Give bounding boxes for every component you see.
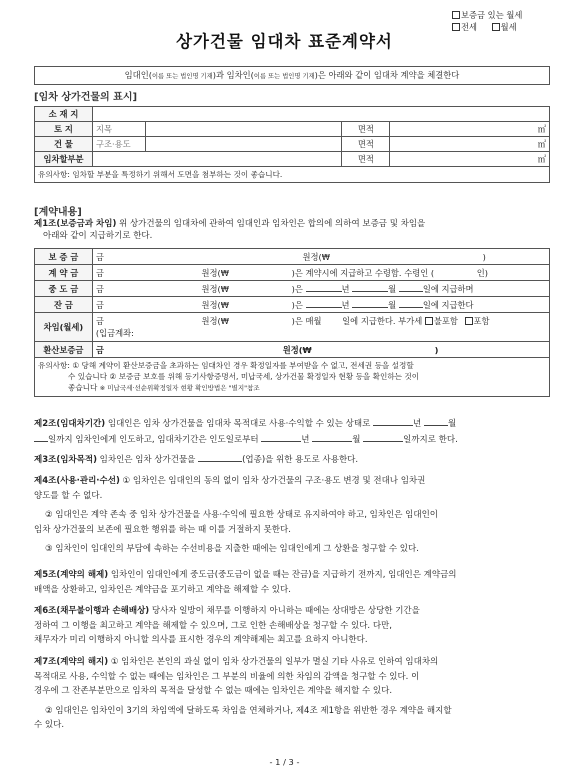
building-area-field[interactable]: ㎡	[390, 137, 550, 152]
building-label: 건 물	[35, 137, 93, 152]
address-label: 소 재 지	[35, 107, 93, 122]
option-monthly[interactable]: 월세	[492, 22, 517, 32]
page-title: 상가건물 임대차 표준계약서	[176, 32, 393, 51]
article-1: 제1조(보증금과 차임) 위 상가건물의 임대차에 관하여 임대인과 임차인은 합의에 의하여 보증금 및 차임을 아래와 같이 지급하기로 한다.	[34, 219, 426, 241]
terms-heading: [계약내용]	[34, 207, 82, 218]
article-6: 제6조(채무불이행과 손해배상) 당사자 일방이 채무를 이행하지 아니하는 때에는 상대방은 상당한 기간을 정하여 그 이행을 최고하고 계약을 해제할 수 있으며, 그로 인한 손해배상을 청구할 수 있다. 다만, 채무자가 미리 이행하지 아니할 의사를 표시한 경우의 계약해제는 최고를 요하지 아니한다.	[34, 606, 420, 646]
leased-area-field[interactable]: ㎡	[390, 152, 550, 167]
property-note: 유의사항: 임차할 부분을 특정하기 위해서 도면을 첨부하는 것이 좋습니다.	[35, 167, 550, 183]
land-area-field[interactable]: ㎡	[390, 122, 550, 137]
leased-area-label: 면적	[342, 152, 390, 167]
terms-note: 유의사항: ① 당해 계약이 환산보증금을 초과하는 임대차인 경우 확정일자를 부여받을 수 없고, 전세권 등을 설정할 수 있습니다 ② 보증금 보호를 위해 등기사항증명서, 미납국세, 상가건물 확정일자 현황 등을 확인하는 것이 좋습니다 ※ 미납국세·선순위확정일자 현황 확인방법은 "별지"참조	[35, 358, 550, 397]
payment-table	[34, 248, 550, 397]
land-label: 토 지	[35, 122, 93, 137]
balance-label: 잔 금	[35, 297, 93, 313]
row-building	[35, 137, 550, 152]
checkbox-icon[interactable]	[452, 11, 460, 19]
land-category-field[interactable]	[145, 122, 342, 137]
article-3: 제3조(임차목적) 임차인은 임차 상가건물을 (업종)을 위한 용도로 사용한다.	[34, 452, 548, 468]
row-down-payment	[35, 265, 550, 281]
option-jeonse[interactable]: 전세	[452, 22, 477, 32]
down-payment-label: 계 약 금	[35, 265, 93, 281]
row-deposit	[35, 249, 550, 265]
row-property-note	[35, 167, 550, 183]
page-number: - 1 / 3 -	[269, 757, 300, 767]
property-heading: [임차 상가건물의 표시]	[34, 92, 138, 103]
converted-deposit-field[interactable]: 금 원정(₩ )	[92, 342, 549, 358]
address-field[interactable]	[92, 107, 549, 122]
row-address	[35, 107, 550, 122]
balance-field[interactable]: 금 원정(₩ )은 년 월 일에 지급한다	[92, 297, 549, 313]
leased-part-label: 임차할부분	[35, 152, 93, 167]
middle-payment-field[interactable]: 금 원정(₩ )은 년 월 일에 지급하며	[92, 281, 549, 297]
article-4: 제4조(사용·관리·수선) ① 임차인은 임대인의 동의 없이 임차 상가건물의 구조·용도 변경 및 전대나 임차권 양도를 할 수 없다. ② 임대인은 계약 존속 중 임차 상가건물을 사용·수익에 필요한 상태로 유지하여야 하고, 임차인은 임대인이 임차 상가건물의 보존에 필요한 행위를 하는 때 이를 거절하지 못한다. ③ 임차인이 임대인의 부담에 속하는 수선비용을 지출한 때에는 임대인에게 그 상환을 청구할 수 있다.	[34, 476, 439, 555]
vat-included-checkbox-icon[interactable]	[465, 317, 473, 325]
row-balance	[35, 297, 550, 313]
vat-excluded-checkbox-icon[interactable]	[425, 317, 433, 325]
down-payment-field[interactable]: 금 원정(₩ )은 계약시에 지급하고 수령함. 수령인 ( 인)	[92, 265, 549, 281]
middle-payment-label: 중 도 금	[35, 281, 93, 297]
row-terms-note	[35, 358, 550, 397]
building-structure-field[interactable]	[145, 137, 342, 152]
land-category-label: 지목	[92, 122, 145, 137]
option-deposit-monthly[interactable]: 보증금 있는 월세	[452, 9, 522, 21]
land-area-label: 면적	[342, 122, 390, 137]
row-monthly-rent	[35, 313, 550, 342]
deposit-label: 보 증 금	[35, 249, 93, 265]
property-table	[34, 106, 550, 183]
article-7: 제7조(계약의 해지) ① 임차인은 본인의 과실 없이 임차 상가건물의 일부가 멸실 기타 사유로 인하여 임대차의 목적대로 사용, 수익할 수 없는 때에는 임차인은 그 부분의 비율에 의한 차임의 감액을 청구할 수 있다. 이 경우에 그 잔존부분만으로 임차의 목적을 달성할 수 없는 때에는 임차인은 계약을 해지할 수 있다. ② 임대인은 임차인이 3기의 차임액에 달하도록 차임을 연체하거나, 제4조 제1항을 위반한 경우 계약을 해지할 수 있다.	[34, 657, 452, 731]
intro-statement: 임대인(이름 또는 법인명 기재)과 임차인(이름 또는 법인명 기재)은 아래와 같이 임대차 계약을 체결한다	[34, 66, 550, 85]
monthly-rent-field[interactable]: 금 원정(₩ )은 매월 일에 지급한다. 부가세 불포함 포함 (입금계좌:	[92, 313, 549, 342]
article-2: 제2조(임대차기간) 임대인은 임차 상가건물을 임대차 목적대로 사용·수익할 수 있는 상태로 년 월 일까지 임차인에게 인도하고, 임대차기간은 인도일로부터 년 월 일까지로 한다.	[34, 416, 548, 447]
building-area-label: 면적	[342, 137, 390, 152]
account-field[interactable]: (입금계좌:	[95, 328, 134, 338]
row-leased-part	[35, 152, 550, 167]
article-5: 제5조(계약의 해제) 임차인이 임대인에게 중도금(중도금이 없을 때는 잔금)을 지급하기 전까지, 임대인은 계약금의 배액을 상환하고, 임차인은 계약금을 포기하고 계약을 해제할 수 있다.	[34, 570, 457, 595]
leased-part-field[interactable]	[92, 152, 341, 167]
deposit-field[interactable]: 금 원정(₩ )	[92, 249, 549, 265]
row-middle-payment	[35, 281, 550, 297]
building-structure-label: 구조·용도	[92, 137, 145, 152]
converted-deposit-label: 환산보증금	[35, 342, 93, 358]
monthly-rent-label: 차임(월세)	[35, 313, 93, 342]
row-land	[35, 122, 550, 137]
row-converted-deposit	[35, 342, 550, 358]
